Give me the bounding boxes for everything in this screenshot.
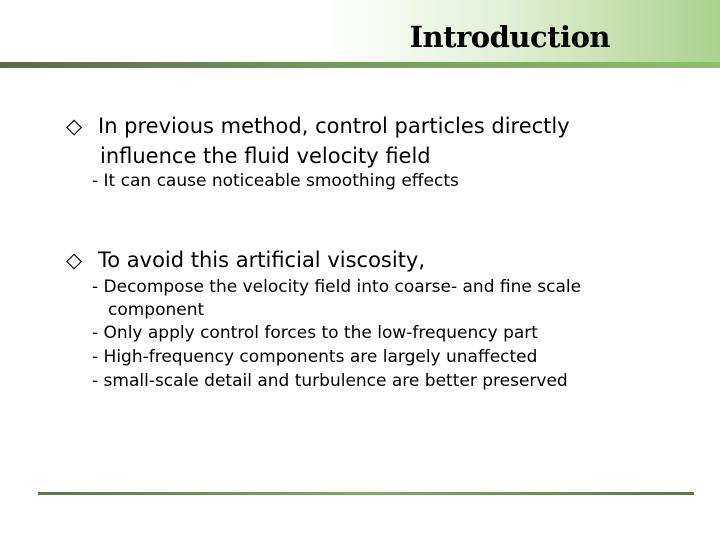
diamond-bullet-icon: ◇ [66, 248, 83, 272]
footer-rule [38, 492, 694, 495]
bullet-1-sub-1: - It can cause noticeable smoothing effects [92, 171, 459, 191]
bullet-2-sub-1-cont: component [108, 300, 205, 320]
diamond-bullet-icon: ◇ [66, 114, 83, 138]
header-band [0, 0, 720, 62]
bullet-2-sub-3: - High-frequency components are largely unaffected [92, 347, 538, 367]
bullet-1-line-1: In previous method, control particles directly [98, 114, 570, 138]
bullet-2-sub-2: - Only apply control forces to the low-frequency part [92, 323, 538, 343]
bullet-2-sub-1: - Decompose the velocity field into coarse- and fine scale [92, 277, 582, 297]
slide-title: Introduction [409, 20, 610, 54]
bullet-2-sub-4: - small-scale detail and turbulence are better preserved [92, 371, 568, 391]
bullet-1-line-2: influence the fluid velocity field [100, 144, 431, 168]
bullet-2 [66, 246, 425, 274]
bullet-1 [66, 112, 570, 140]
bullet-2-line-1: To avoid this artificial viscosity, [98, 248, 426, 272]
header-rule [0, 62, 720, 68]
